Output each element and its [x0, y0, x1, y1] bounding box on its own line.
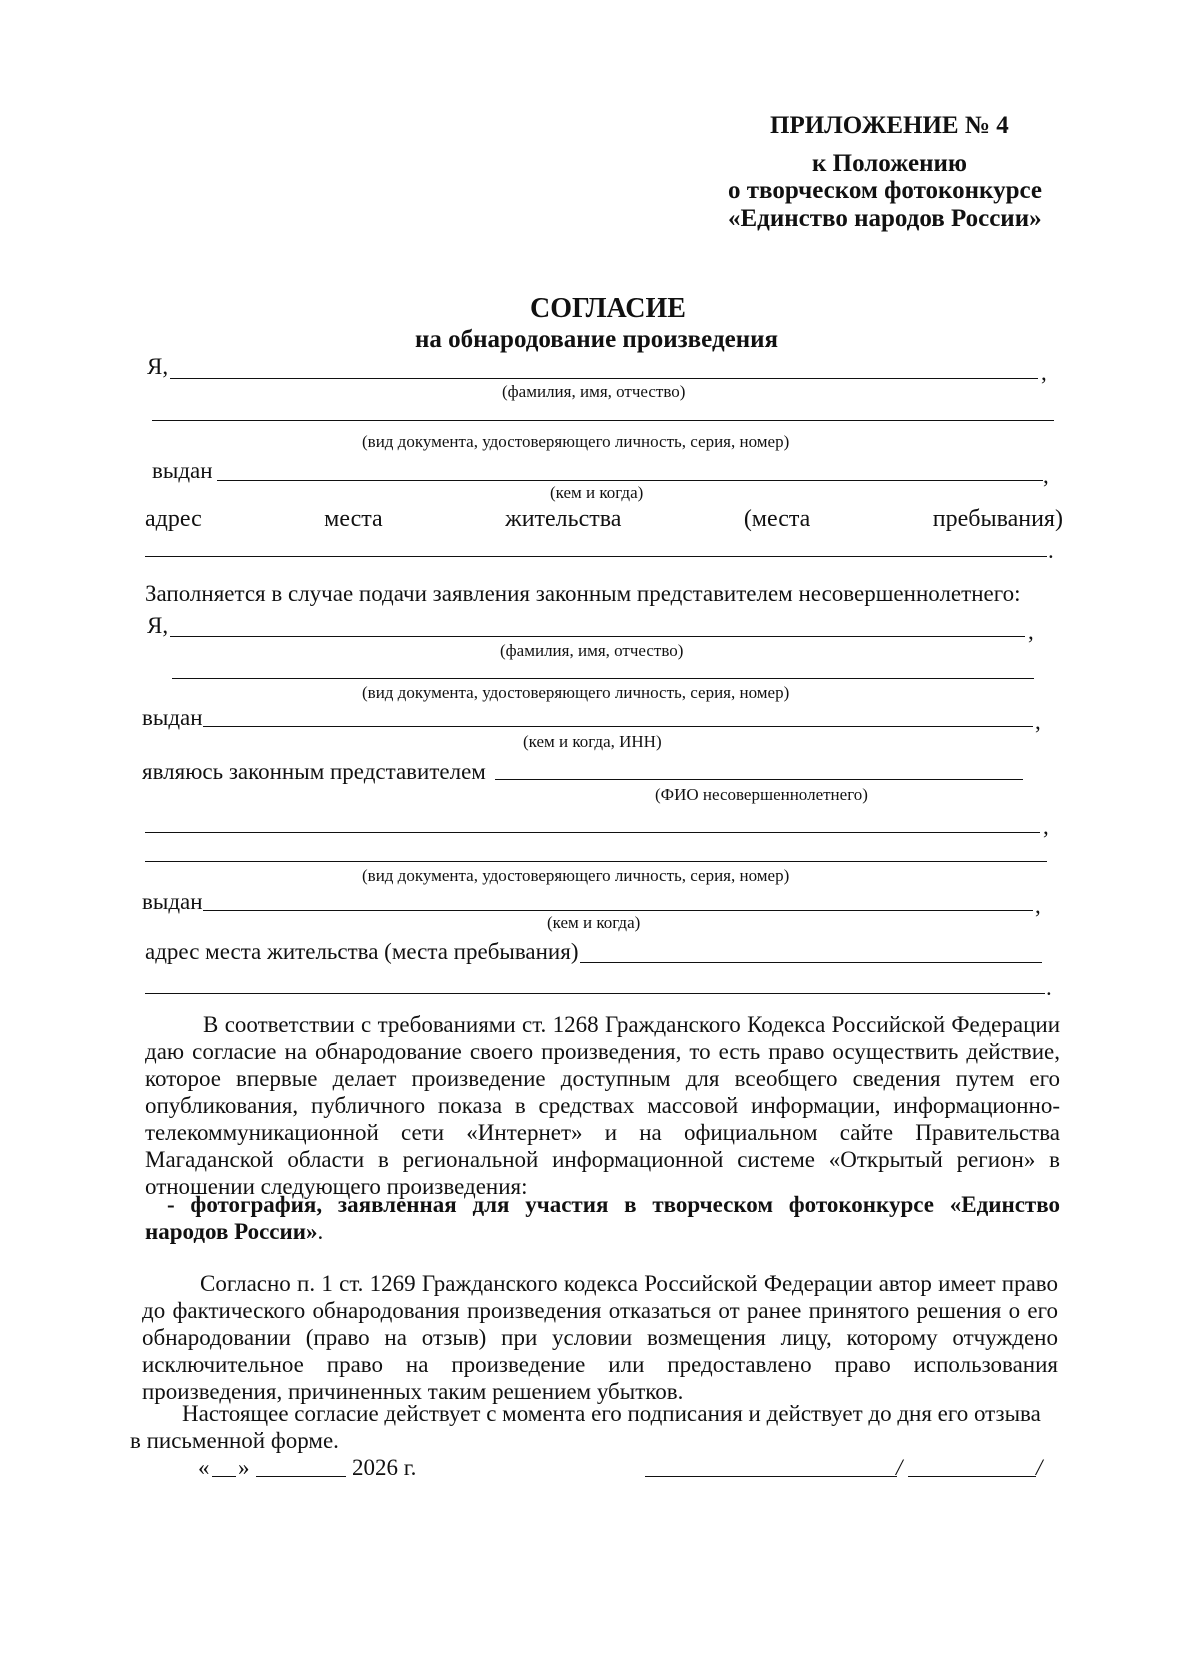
- document-field[interactable]: [172, 678, 1034, 679]
- period: .: [1048, 538, 1054, 563]
- fio-field[interactable]: [170, 636, 1025, 637]
- comma: ,: [1028, 619, 1034, 644]
- issued-label: выдан: [142, 889, 203, 914]
- document-title: СОГЛАСИЕ: [530, 293, 686, 324]
- address-label: [145, 506, 1063, 533]
- comma: ,: [1043, 463, 1049, 488]
- period: .: [1046, 975, 1052, 1000]
- address-field[interactable]: [580, 962, 1042, 963]
- ya-label: Я,: [147, 613, 169, 638]
- signature-field[interactable]: [645, 1476, 897, 1477]
- issued-field[interactable]: [217, 480, 1043, 481]
- signature-separator: /: [1036, 1455, 1043, 1480]
- issued-caption: (кем и когда): [550, 483, 644, 502]
- address-word: (места: [743, 506, 811, 532]
- comma: ,: [1043, 814, 1049, 839]
- issued-label: выдан: [152, 458, 213, 483]
- issued-field[interactable]: [203, 726, 1033, 727]
- address-field-2[interactable]: [145, 993, 1045, 994]
- validity-paragraph: Настоящее согласие действует с момента его подписания и действует до дня его отзыва в письменной форме.: [130, 1401, 1041, 1453]
- document-subtitle: на обнародование произведения: [415, 326, 779, 353]
- issued-field[interactable]: [203, 910, 1033, 911]
- issued-caption: (кем и когда): [547, 913, 641, 932]
- minor-fio-field[interactable]: [495, 779, 1023, 780]
- minor-fio-field-2[interactable]: [145, 832, 1040, 833]
- signature-name-field[interactable]: [908, 1476, 1036, 1477]
- fio-caption: (фамилия, имя, отчество): [502, 382, 686, 401]
- date-open-quote: «: [198, 1455, 210, 1480]
- document-caption: (вид документа, удостоверяющего личность, серия, номер): [362, 683, 790, 702]
- header-line-3: «Единство народов России»: [728, 205, 1042, 232]
- ya-label: Я,: [147, 354, 169, 379]
- comma: ,: [1035, 709, 1041, 734]
- address-word: жительства: [505, 506, 622, 532]
- date-year: 2026 г.: [352, 1455, 417, 1480]
- minor-document-field[interactable]: [145, 861, 1047, 862]
- address-label: адрес места жительства (места пребывания): [145, 939, 579, 964]
- work-item: [145, 1191, 1060, 1245]
- comma: ,: [1041, 360, 1047, 385]
- address-word: адрес: [145, 506, 202, 532]
- address-word: места: [324, 506, 383, 532]
- appendix-number: ПРИЛОЖЕНИЕ № 4: [770, 112, 1009, 139]
- issued-label: выдан: [142, 705, 203, 730]
- issued-caption: (кем и когда, ИНН): [523, 732, 662, 751]
- document-field[interactable]: [152, 420, 1054, 421]
- date-day-field[interactable]: [212, 1476, 236, 1477]
- address-word: пребывания): [932, 506, 1063, 532]
- fio-caption: (фамилия, имя, отчество): [500, 641, 684, 660]
- revocation-paragraph: Согласно п. 1 ст. 1269 Гражданского кодекса Российской Федерации автор имеет право до фактического обнародования произведения отказаться от ранее принятого решения о его обнародовании (право на отзыв) при условии возмещения лицу, которому отчуждено исключительное право на произведение или предоставлено право использования произведения, причиненных таким решением убытков.: [142, 1271, 1058, 1404]
- fio-field[interactable]: [170, 378, 1038, 379]
- address-field[interactable]: [145, 556, 1047, 557]
- work-item-period: .: [317, 1219, 324, 1244]
- representative-label: являюсь законным представителем: [142, 759, 486, 784]
- date-close-quote: »: [238, 1455, 250, 1480]
- document-caption: (вид документа, удостоверяющего личность, серия, номер): [362, 432, 790, 451]
- representative-note: Заполняется в случае подачи заявления законным представителем несовершеннолетнего:: [145, 581, 1021, 606]
- consent-paragraph: В соответствии с требованиями ст. 1268 Гражданского Кодекса Российской Федерации даю согласие на обнародование своего произведения, то есть право осуществить действие, которое впервые делает произведение доступным для всеобщего сведения путем его опубликования, публичного показа в средствах массовой информации, информационно-телекоммуникационной сети «Интернет» и на официальном сайте Правительства Магаданской области в региональной информационной системе «Открытый регион» в отношении следующего произведения:: [145, 1012, 1060, 1199]
- header-line-2: о творческом фотоконкурсе: [728, 177, 1042, 204]
- signature-separator: /: [896, 1455, 903, 1480]
- comma: ,: [1035, 893, 1041, 918]
- date-month-field[interactable]: [256, 1476, 346, 1477]
- minor-caption: (ФИО несовершеннолетнего): [655, 785, 868, 804]
- header-line-1: к Положению: [812, 150, 967, 177]
- work-item-text: - фотография, заявленная для участия в творческом фотоконкурсе «Единство народов России»: [145, 1192, 1060, 1244]
- document-caption: (вид документа, удостоверяющего личность, серия, номер): [362, 866, 790, 885]
